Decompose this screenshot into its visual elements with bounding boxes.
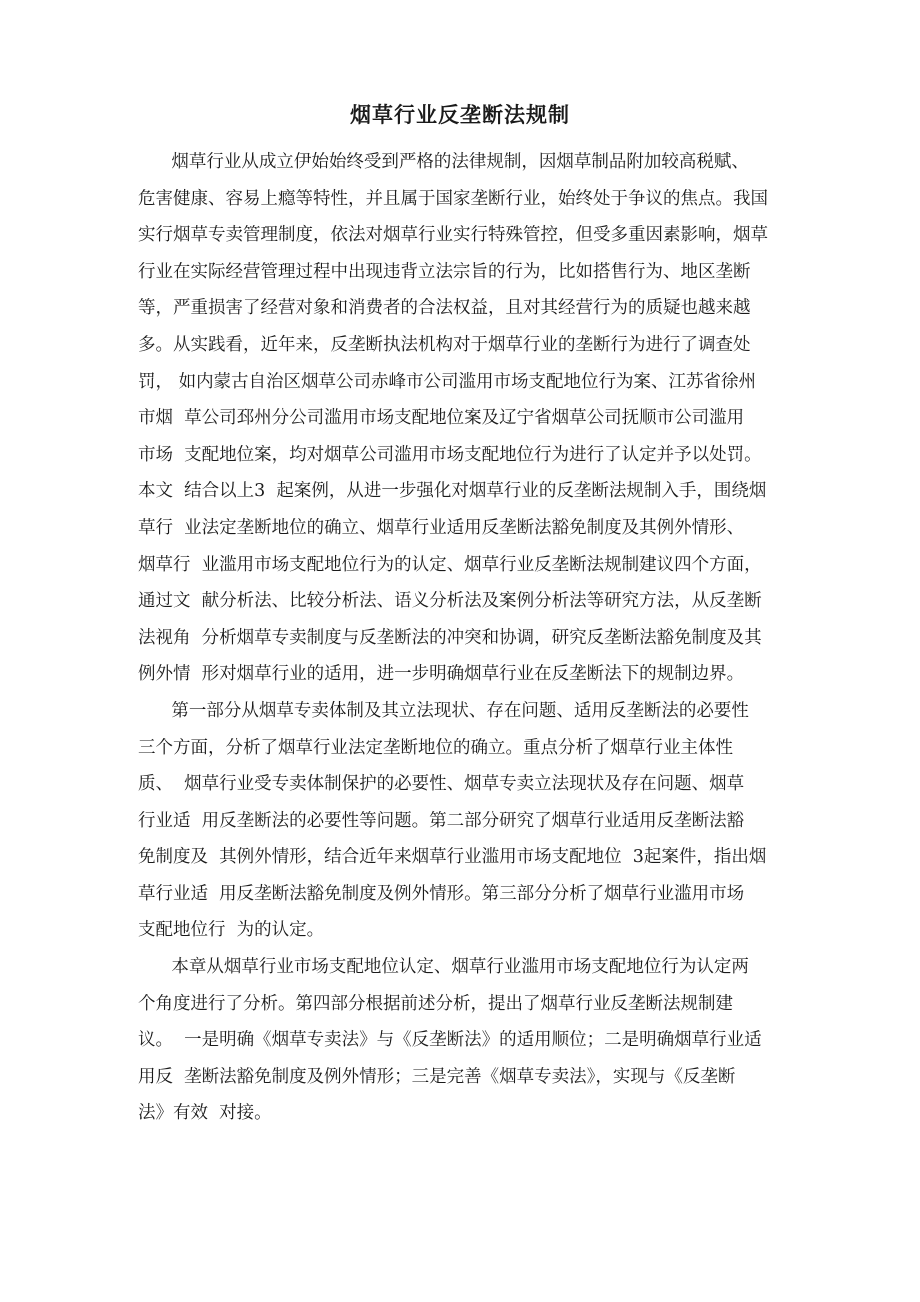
body-text-line: 行业在实际经营管理过程中出现违背立法宗旨的行为，比如搭售行为、地区垄断 [138, 261, 751, 282]
body-text-line: 例外情 形对烟草行业的适用，进一步明确烟草行业在反垄断法下的规制边界。 [138, 664, 745, 685]
body-text-line: 等，严重损害了经营对象和消费者的合法权益，且对其经营行为的质疑也越来越 [138, 298, 751, 319]
body-text-line: 实行烟草专卖管理制度，依法对烟草行业实行特殊管控，但受多重因素影响，烟草 [138, 225, 768, 246]
body-text-line: 烟草行 业滥用市场支配地位行为的认定、烟草行业反垄断法规制建议四个方面， [138, 554, 762, 575]
body-text-line: 法视角 分析烟草专卖制度与反垄断法的冲突和协调，研究反垄断法豁免制度及其 [138, 627, 762, 648]
body-text-line: 本章从烟草行业市场支配地位认定、烟草行业滥用市场支配地位行为认定两 [138, 957, 749, 978]
body-text-line: 草行业适 用反垄断法豁免制度及例外情形。第三部分分析了烟草行业滥用市场 [138, 883, 745, 904]
body-text-line: 支配地位行 为的认定。 [138, 920, 325, 941]
body-text-line: 个角度进行了分析。第四部分根据前述分析，提出了烟草行业反垄断法规制建 [138, 993, 733, 1014]
body-text-line: 行业适 用反垄断法的必要性等问题。第二部分研究了烟草行业适用反垄断法豁 [138, 810, 745, 831]
body-text-line: 本文 结合以上3 起案例，从进一步强化对烟草行业的反垄断法规制入手，围绕烟 [138, 481, 767, 502]
body-text-line: 危害健康、容易上瘾等特性，并且属于国家垄断行业，始终处于争议的焦点。我国 [138, 188, 768, 209]
body-text-line: 罚， 如内蒙古自治区烟草公司赤峰市公司滥用市场支配地位行为案、江苏省徐州 [138, 371, 757, 392]
body-text-line: 议。 一是明确《烟草专卖法》与《反垄断法》的适用顺位；二是明确烟草行业适 [138, 1030, 762, 1051]
body-text-line: 法》有效 对接。 [138, 1103, 272, 1124]
document-body [138, 144, 790, 1132]
body-text-line: 用反 垄断法豁免制度及例外情形；三是完善《烟草专卖法》，实现与《反垄断 [138, 1066, 736, 1087]
body-text-line: 多。从实践看，近年来，反垄断执法机构对于烟草行业的垄断行为进行了调查处 [138, 334, 751, 355]
body-text-line: 市场 支配地位案，均对烟草公司滥用市场支配地位行为进行了认定并予以处罚。 [138, 444, 762, 465]
body-text-line: 市烟 草公司邳州分公司滥用市场支配地位案及辽宁省烟草公司抚顺市公司滥用 [138, 408, 745, 429]
body-text-line: 通过文 献分析法、比较分析法、语义分析法及案例分析法等研究方法，从反垄断 [138, 591, 762, 612]
body-text-line: 草行 业法定垄断地位的确立、烟草行业适用反垄断法豁免制度及其例外情形、 [138, 517, 745, 538]
body-text-line: 免制度及 其例外情形，结合近年来烟草行业滥用市场支配地位 3起案件，指出烟 [138, 847, 767, 868]
body-text-line: 质、 烟草行业受专卖体制保护的必要性、烟草专卖立法现状及存在问题、烟草 [138, 774, 745, 795]
document-title: 烟草行业反垄断法规制 [350, 103, 570, 127]
body-text-line: 烟草行业从成立伊始始终受到严格的法律规制，因烟草制品附加较高税赋、 [138, 152, 749, 172]
body-text-line: 第一部分从烟草专卖体制及其立法现状、存在问题、适用反垄断法的必要性 [138, 700, 749, 721]
body-text-line: 三个方面，分析了烟草行业法定垄断地位的确立。重点分析了烟草行业主体性 [138, 737, 733, 758]
